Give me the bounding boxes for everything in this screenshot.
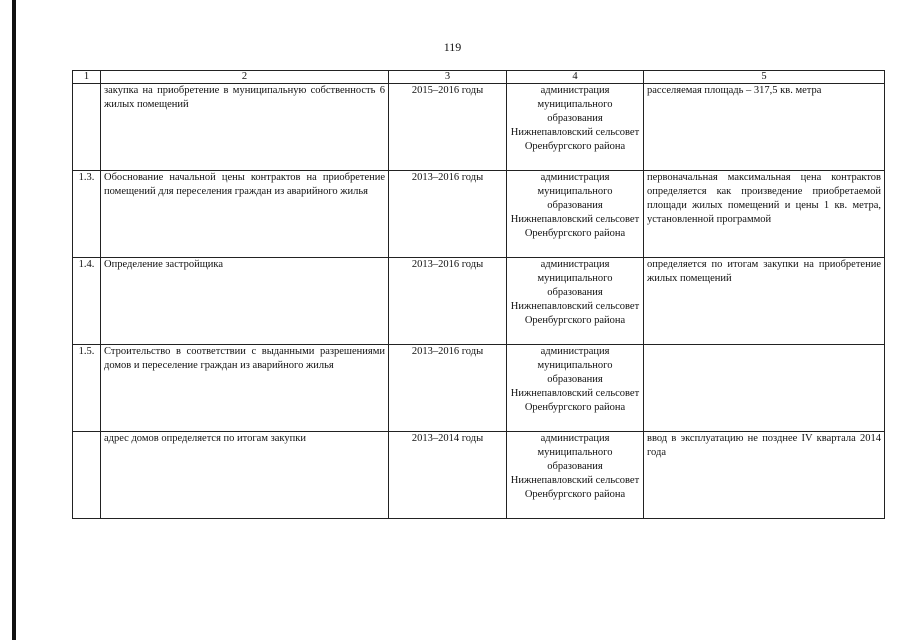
period-cell: 2013–2016 годы <box>389 345 507 432</box>
page-number: 119 <box>443 40 462 54</box>
activity-cell: Определение застройщика <box>101 258 389 345</box>
table-row <box>73 432 885 519</box>
executor-cell: администрация муниципального образования Нижнепавловский сельсовет Оренбургского района <box>507 171 644 258</box>
column-header: 1 <box>73 71 101 84</box>
column-header: 2 <box>101 71 389 84</box>
table-header-row <box>73 71 885 84</box>
column-header: 5 <box>644 71 885 84</box>
result-cell <box>644 345 885 432</box>
result-cell: первоначальная максимальная цена контрактов определяется как произведение приобретаемой площади жилых помещений и цены 1 кв. метра, установленной программой <box>644 171 885 258</box>
executor-cell: администрация муниципального образования Нижнепавловский сельсовет Оренбургского района <box>507 432 644 519</box>
row-number <box>73 432 101 519</box>
activity-cell: адрес домов определяется по итогам закупки <box>101 432 389 519</box>
row-number <box>73 84 101 171</box>
executor-cell: администрация муниципального образования Нижнепавловский сельсовет Оренбургского района <box>507 84 644 171</box>
column-header: 4 <box>507 71 644 84</box>
column-header: 3 <box>389 71 507 84</box>
table-row <box>73 84 885 171</box>
result-cell: ввод в эксплуатацию не позднее IV квартала 2014 года <box>644 432 885 519</box>
period-cell: 2015–2016 годы <box>389 84 507 171</box>
activity-cell: Обоснование начальной цены контрактов на приобретение помещений для переселения граждан из аварийного жилья <box>101 171 389 258</box>
table-row <box>73 171 885 258</box>
row-number: 1.4. <box>73 258 101 345</box>
row-number: 1.5. <box>73 345 101 432</box>
period-cell: 2013–2016 годы <box>389 171 507 258</box>
activity-cell: закупка на приобретение в муниципальную собственность 6 жилых помещений <box>101 84 389 171</box>
program-activities-table <box>72 70 885 519</box>
executor-cell: администрация муниципального образования Нижнепавловский сельсовет Оренбургского района <box>507 345 644 432</box>
result-cell: расселяемая площадь – 317,5 кв. метра <box>644 84 885 171</box>
executor-cell: администрация муниципального образования Нижнепавловский сельсовет Оренбургского района <box>507 258 644 345</box>
period-cell: 2013–2014 годы <box>389 432 507 519</box>
scan-edge-line <box>12 0 16 640</box>
table-row <box>73 258 885 345</box>
activity-cell: Строительство в соответствии с выданными разрешениями домов и переселение граждан из аварийного жилья <box>101 345 389 432</box>
result-cell: определяется по итогам закупки на приобретение жилых помещений <box>644 258 885 345</box>
table-row <box>73 345 885 432</box>
row-number: 1.3. <box>73 171 101 258</box>
period-cell: 2013–2016 годы <box>389 258 507 345</box>
